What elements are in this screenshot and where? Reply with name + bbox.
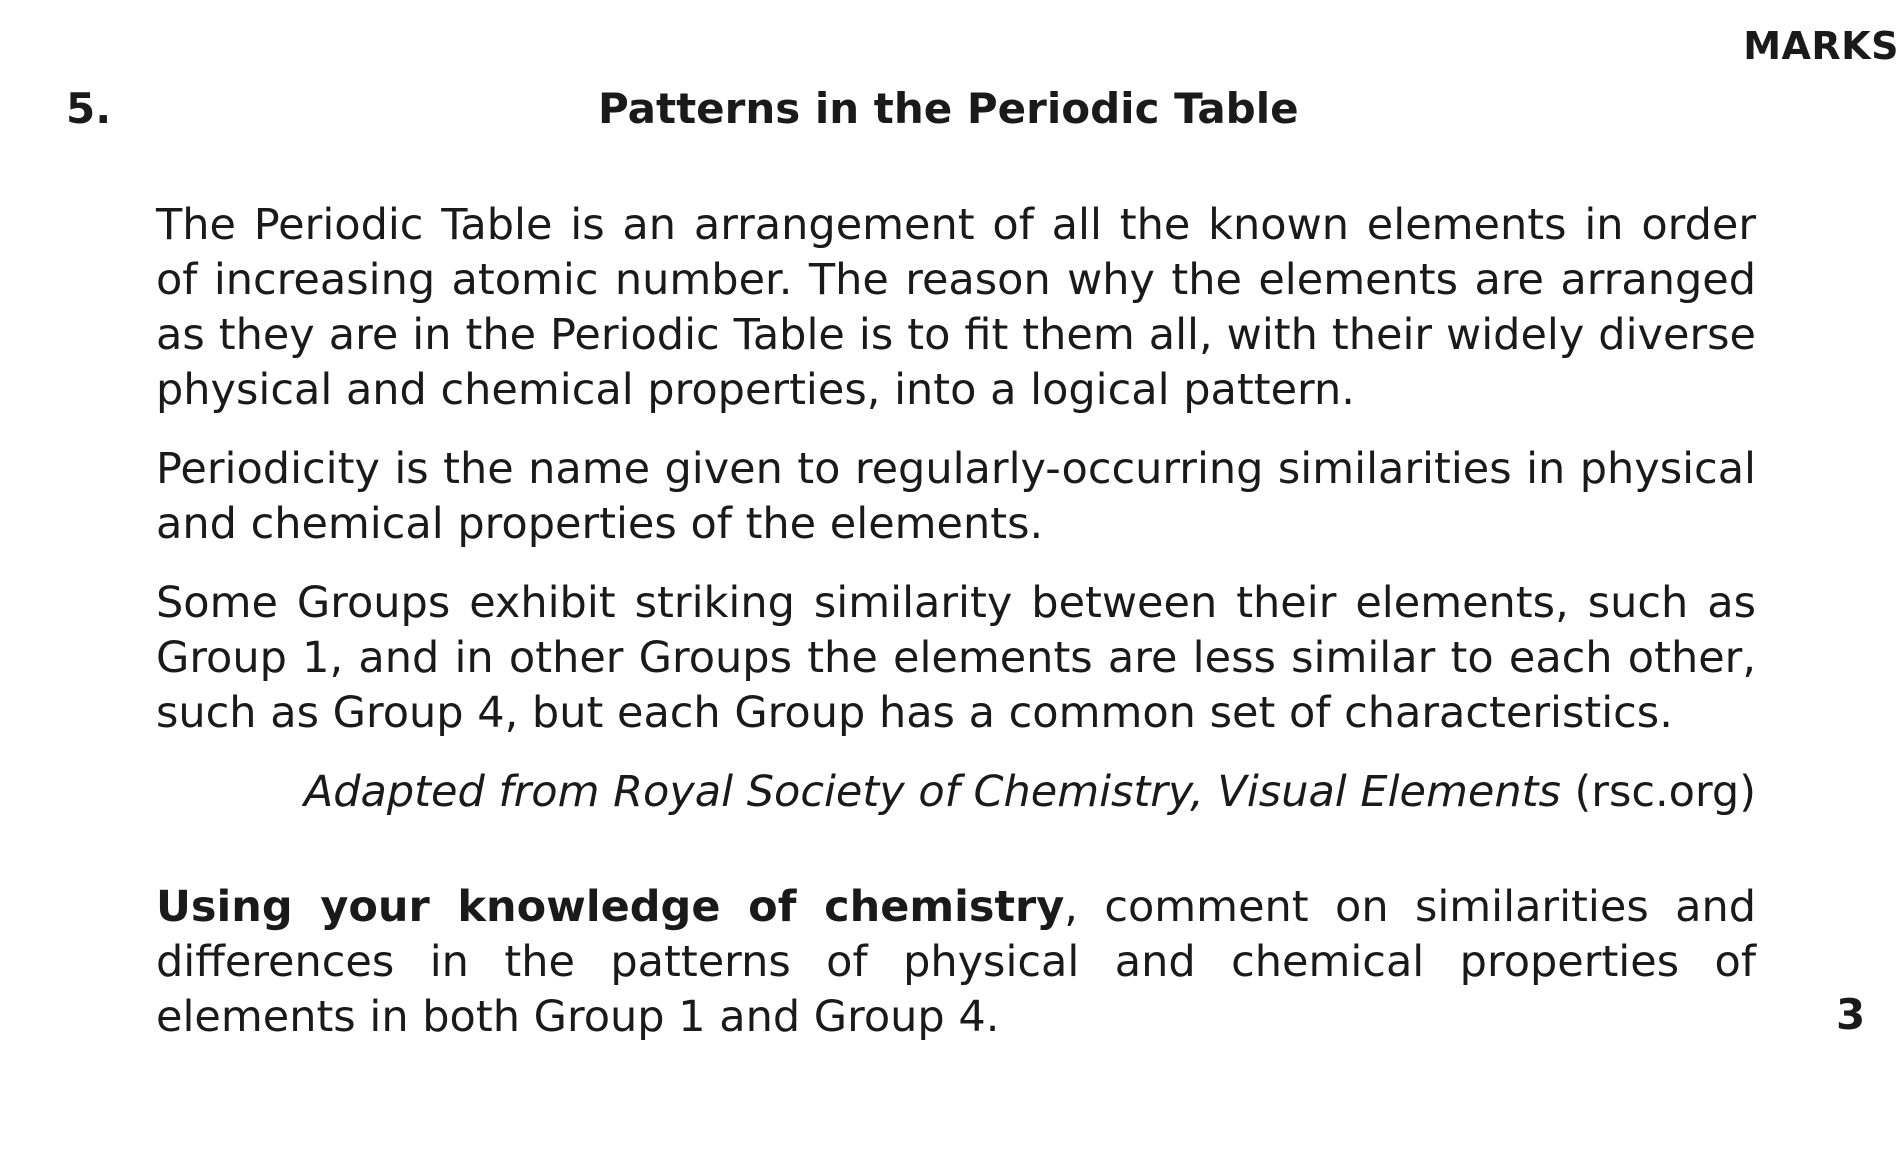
task-instruction [156, 880, 1756, 1045]
task-bold-lead: Using your knowledge of chemistry [156, 882, 1065, 932]
paragraph-intro: The Periodic Table is an arrangement of all the known elements in order of increasing atomic number. The reason why the elements are arranged as they are in the Periodic Table is to fit them all, with their widely diverse physical and chemical properties, into a logical pattern. [156, 200, 1756, 415]
marks-header: MARKS [1743, 24, 1899, 68]
citation-url: (rsc.org) [1574, 767, 1756, 817]
question-title: Patterns in the Periodic Table [598, 84, 1299, 133]
task-rest: , comment on similarities and differences in the patterns of physical and chemical properties of elements in both Group 1 and Group 4. [156, 882, 1756, 1042]
paragraph-periodicity: Periodicity is the name given to regularly-occurring similarities in physical and chemical properties of the elements. [156, 444, 1756, 549]
citation [156, 765, 1756, 820]
mark-value: 3 [1836, 990, 1866, 1039]
paragraph-groups: Some Groups exhibit striking similarity between their elements, such as Group 1, and in other Groups the elements are less similar to each other, such as Group 4, but each Group has a common set of characteristics. [156, 578, 1756, 738]
question-number: 5. [66, 84, 112, 133]
citation-source: Adapted from Royal Society of Chemistry, Visual Elements [303, 767, 1561, 817]
